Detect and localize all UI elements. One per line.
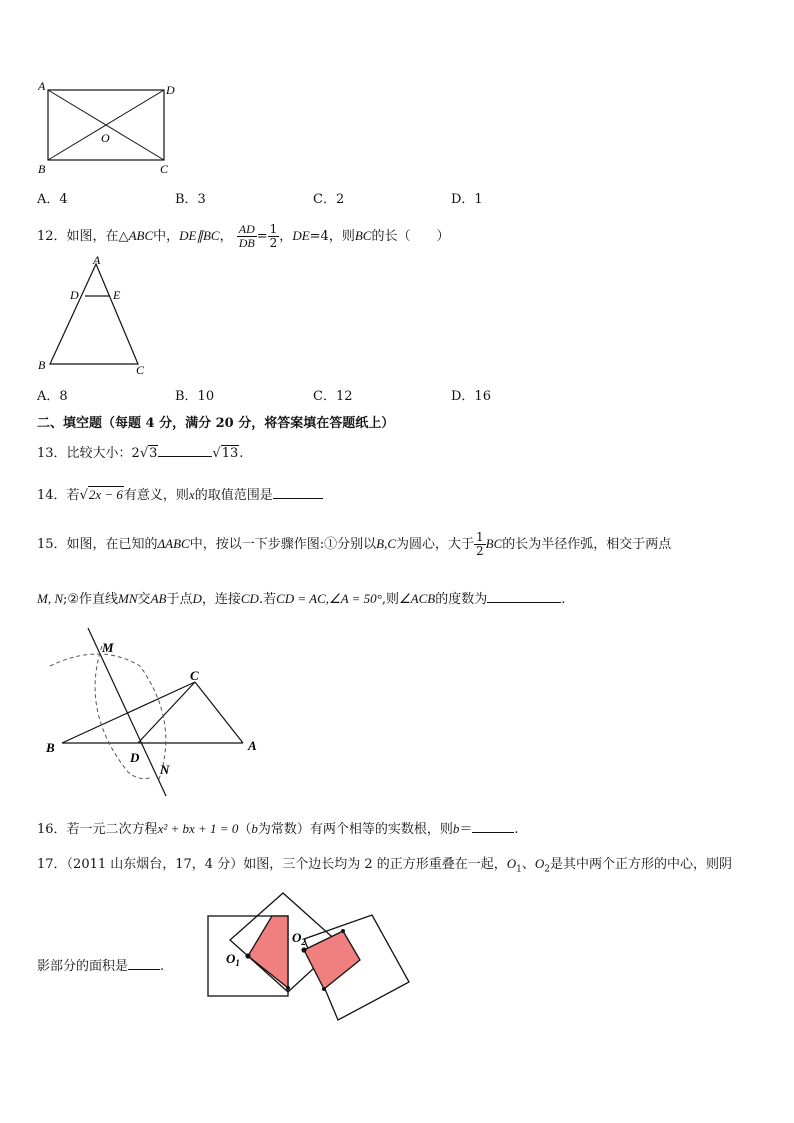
q17-sub: 1 bbox=[516, 864, 522, 875]
label-e: E bbox=[113, 288, 121, 302]
q14-number: 14． bbox=[37, 488, 67, 503]
label-o1 bbox=[226, 951, 240, 968]
q17-line-2 bbox=[37, 955, 164, 974]
label-d: D bbox=[70, 288, 79, 302]
q12-bc: BC bbox=[354, 228, 372, 243]
label-sub: 1 bbox=[235, 958, 240, 968]
frac-num: 1 bbox=[476, 530, 484, 544]
q15-line-1 bbox=[37, 530, 671, 559]
center-o1 bbox=[245, 953, 250, 958]
section-heading: 二、填空题（每题 4 分，满分 20 分，将答案填在答题纸上） bbox=[37, 416, 395, 431]
q12-abc: ABC bbox=[128, 228, 154, 243]
q15-mn: MN bbox=[118, 591, 138, 606]
q12-text: 中， bbox=[153, 229, 180, 244]
sqrt-icon: √ bbox=[139, 446, 149, 461]
triangle-diagram bbox=[30, 252, 160, 378]
label-a: A bbox=[93, 253, 101, 267]
q16-number: 16． bbox=[37, 822, 67, 837]
label-n: N bbox=[160, 762, 170, 777]
vertex-dot bbox=[286, 986, 290, 990]
q12-text: =4，则 bbox=[309, 229, 355, 244]
q15-answer-blank[interactable] bbox=[487, 590, 561, 603]
q15-text: 中，按以一下步骤作图:①分别以 bbox=[189, 537, 377, 552]
label-a: A bbox=[248, 738, 257, 753]
q16-stem bbox=[37, 818, 519, 837]
label-b: B bbox=[46, 740, 55, 755]
q16-b: b bbox=[452, 821, 460, 836]
shaded-region-1 bbox=[248, 916, 288, 988]
q12-option-a[interactable]: A．8 bbox=[37, 389, 68, 404]
segment-bc bbox=[62, 682, 195, 743]
q14-text: 若 bbox=[66, 488, 80, 503]
q11-option-d[interactable]: D．1 bbox=[451, 192, 483, 207]
label-o: O bbox=[292, 930, 302, 945]
q12-option-b[interactable]: B．10 bbox=[175, 389, 215, 404]
label-d: D bbox=[166, 83, 175, 97]
triangle-abc bbox=[50, 264, 138, 364]
vertex-dot bbox=[322, 987, 326, 991]
q14-text: 有意义，则 bbox=[123, 488, 189, 503]
q15-triangle: ΔABC bbox=[157, 536, 190, 551]
label-sub: 2 bbox=[301, 937, 306, 947]
q15-angle-acb: ∠ACB bbox=[399, 591, 436, 606]
q15-text: .若 bbox=[258, 592, 277, 607]
q17-text: 影部分的面积是 bbox=[37, 959, 129, 974]
construction-diagram bbox=[40, 622, 270, 802]
vertex-dot bbox=[341, 929, 345, 933]
q16-text: ＝ bbox=[459, 822, 473, 837]
frac-den: 2 bbox=[476, 544, 484, 558]
q17-text: 17．（2011 山东烟台，17，4 分）如图，三个边长均为 2 的正方形重叠在一起， bbox=[37, 857, 507, 872]
label-c: C bbox=[136, 363, 145, 377]
q12-text: ， bbox=[219, 229, 233, 244]
q13-text: 比较大小：2 bbox=[66, 446, 140, 461]
q16-equation: x² + bx + 1 = 0 bbox=[157, 821, 239, 836]
q16-b: b bbox=[251, 821, 258, 836]
q14-x: x bbox=[188, 487, 195, 502]
q12-text: 的长（ ） bbox=[371, 229, 450, 244]
sqrt-icon: √ bbox=[212, 446, 221, 461]
frac-den: DB bbox=[238, 236, 255, 250]
q14-answer-blank[interactable] bbox=[273, 486, 323, 499]
squares-diagram bbox=[200, 888, 420, 1028]
q11-option-b[interactable]: B．3 bbox=[175, 192, 206, 207]
q15-condition: CD = AC bbox=[276, 591, 326, 606]
q15-text: 的度数为 bbox=[435, 592, 488, 607]
q15-text: 交 bbox=[137, 592, 151, 607]
q12-parallel: DE∥BC bbox=[179, 228, 220, 243]
q13-radicand-1: 3 bbox=[149, 446, 158, 461]
q12-option-c[interactable]: C．12 bbox=[313, 389, 353, 404]
center-o2 bbox=[301, 947, 306, 952]
equals: = bbox=[256, 229, 268, 244]
frac-den: 2 bbox=[269, 236, 278, 250]
q16-answer-blank[interactable] bbox=[472, 820, 514, 833]
q14-stem bbox=[37, 484, 323, 503]
label-o2 bbox=[292, 930, 306, 947]
q15-text: 为圆心，大于 bbox=[396, 537, 475, 552]
q15-text: ，连接 bbox=[201, 592, 241, 607]
q17-o2: O bbox=[534, 856, 545, 871]
q14-text: 的取值范围是 bbox=[194, 488, 273, 503]
q15-fraction-half bbox=[474, 531, 486, 558]
q17-answer-blank[interactable] bbox=[128, 957, 160, 970]
label-c: C bbox=[190, 668, 199, 683]
q14-radicand: 2x − 6 bbox=[88, 487, 123, 502]
q13-radicand-2: 13 bbox=[221, 446, 239, 461]
q16-text: （ bbox=[238, 822, 252, 837]
q15-ab: AB bbox=[150, 591, 167, 606]
q12-de: DE bbox=[292, 228, 310, 243]
q12-tri-symbol: △ bbox=[118, 229, 129, 244]
label-c: C bbox=[160, 162, 169, 176]
q15-bc: BC bbox=[485, 536, 503, 551]
sqrt-icon: √ bbox=[79, 488, 88, 503]
q16-period: . bbox=[514, 822, 519, 837]
q17-sep: 、 bbox=[521, 857, 535, 872]
q12-text: ， bbox=[279, 229, 293, 244]
q16-text: 若一元二次方程 bbox=[66, 822, 158, 837]
q17-text: 是其中两个正方形的中心，则阴 bbox=[550, 857, 733, 872]
label-o: O bbox=[226, 951, 236, 966]
segment-ca bbox=[195, 682, 243, 743]
q12-option-d[interactable]: D．16 bbox=[451, 389, 491, 404]
label-o: O bbox=[101, 131, 110, 145]
q15-text: 于点 bbox=[166, 592, 193, 607]
q15-line-2 bbox=[37, 588, 565, 607]
q15-mn: M, N bbox=[37, 591, 63, 606]
label-d: D bbox=[130, 750, 140, 765]
label-m: M bbox=[102, 640, 114, 655]
q12-fraction-ad-db bbox=[237, 223, 257, 250]
shaded-region-2 bbox=[304, 931, 360, 989]
q16-text: 为常数）有两个相等的实数根，则 bbox=[257, 822, 453, 837]
arc-from-b bbox=[50, 654, 166, 782]
label-a: A bbox=[38, 79, 46, 93]
q17-period: . bbox=[160, 959, 165, 974]
q11-option-a[interactable]: A．4 bbox=[37, 192, 68, 207]
frac-num: AD bbox=[238, 222, 255, 236]
q15-cd: CD bbox=[240, 591, 259, 606]
q15-period: . bbox=[561, 592, 566, 607]
frac-num: 1 bbox=[269, 222, 278, 236]
segment-cd bbox=[138, 682, 195, 743]
q12-text: 如图，在 bbox=[66, 229, 119, 244]
label-b: B bbox=[38, 358, 46, 372]
q15-text: 的长为半径作弧，相交于两点 bbox=[502, 537, 672, 552]
q11-option-c[interactable]: C．2 bbox=[313, 192, 345, 207]
q15-angle-a: ,∠A = 50° bbox=[325, 591, 382, 606]
rectangle-diagram bbox=[30, 78, 190, 178]
q15-text: ;②作直线 bbox=[63, 592, 119, 607]
q13-stem bbox=[37, 442, 243, 461]
q13-period: . bbox=[239, 446, 244, 461]
label-b: B bbox=[38, 162, 46, 176]
arc-from-c bbox=[95, 646, 152, 779]
q15-bc: B,C bbox=[376, 536, 396, 551]
q17-sub: 2 bbox=[544, 864, 551, 875]
q12-fraction-half bbox=[268, 223, 280, 250]
q13-number: 13． bbox=[37, 446, 67, 461]
q17-line-1 bbox=[37, 853, 732, 875]
q15-d: D bbox=[192, 591, 202, 606]
q17-o1: O bbox=[506, 856, 517, 871]
q12-stem bbox=[37, 222, 449, 251]
q13-answer-blank[interactable] bbox=[158, 444, 212, 457]
q15-text: 15．如图，在已知的 bbox=[37, 537, 158, 552]
q15-text: ,则 bbox=[381, 592, 400, 607]
q12-number: 12． bbox=[37, 229, 67, 244]
